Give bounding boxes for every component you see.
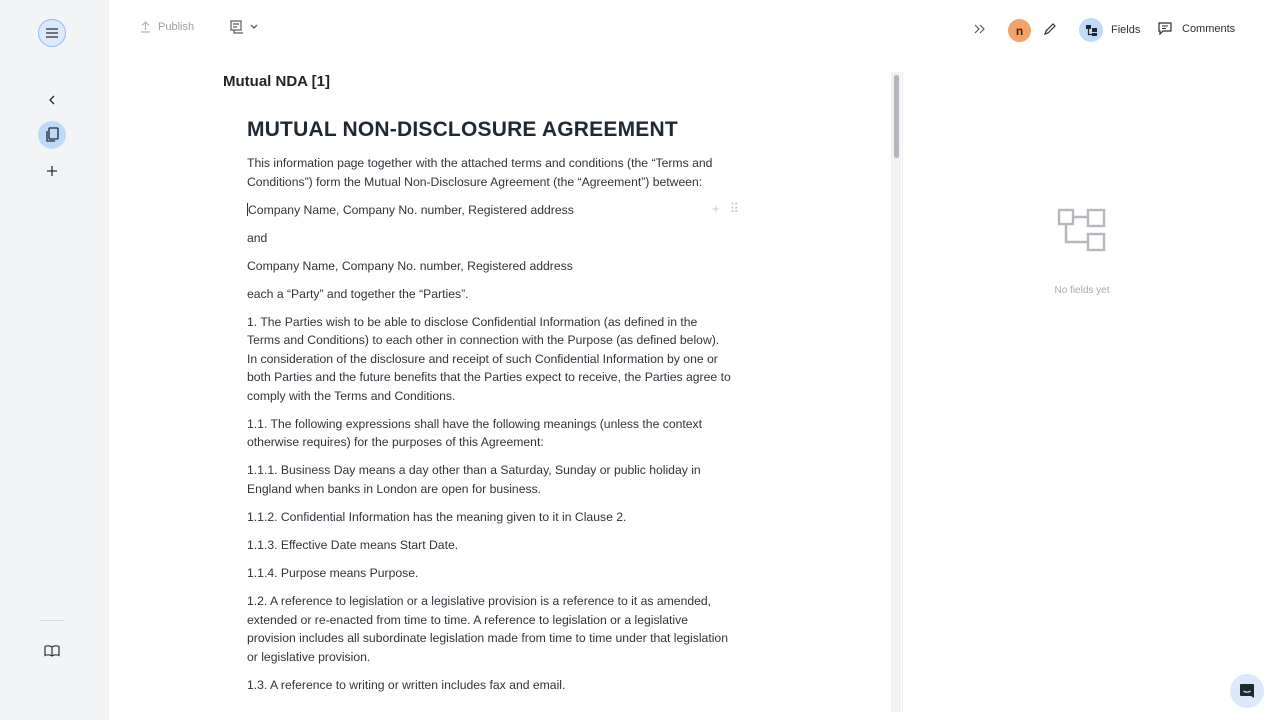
toolbar	[109, 0, 1280, 60]
comments-label: Comments	[1182, 22, 1236, 35]
publish-button[interactable]	[140, 21, 194, 33]
document-title: Mutual NDA [1]	[223, 73, 330, 90]
double-chevron-right-icon	[974, 24, 986, 34]
scrollbar-thumb[interactable]	[894, 75, 899, 158]
add-button[interactable]	[38, 157, 66, 185]
paragraph[interactable]: 1.1.3. Effective Date means Start Date.	[247, 538, 459, 553]
document-editor[interactable]	[247, 116, 740, 704]
paragraph[interactable]: each a “Party” and together the “Parties”.	[247, 286, 469, 301]
panel-divider	[902, 72, 903, 712]
expand-panel-button[interactable]	[974, 21, 986, 39]
library-button[interactable]	[38, 637, 66, 665]
comment-icon	[1158, 22, 1172, 35]
publish-label: Publish	[158, 21, 195, 33]
add-block-icon[interactable]: +	[712, 200, 720, 216]
paragraph[interactable]: 1. The Parties wish to be able to disclose Confidential Information (as defined in the Terms and Conditions) to each other in connection with the Purpose (as defined below). In consideration of the disclosure and receipt of such Confidential Information by one or both Parties and the future benefits that the Parties expect to receive, the Parties agree to comply with the Terms and Conditions.	[247, 314, 731, 403]
plus-icon	[47, 166, 57, 176]
collapse-button[interactable]	[38, 86, 66, 114]
format-icon	[230, 20, 244, 34]
format-dropdown[interactable]	[230, 20, 258, 34]
edit-button[interactable]	[1043, 22, 1057, 41]
paragraph[interactable]: 1.2. A reference to legislation or a legislative provision is a reference to it as amended, extended or re-enacted from time to time. A reference to legislation or a legislative provision includes all subordinate legislation made from time to time under that legislation or legislative provision.	[247, 593, 728, 664]
chat-icon	[1239, 683, 1255, 699]
paragraph[interactable]: 1.1.4. Purpose means Purpose.	[247, 566, 419, 580]
fields-button[interactable]	[1079, 18, 1140, 42]
fields-empty-icon	[1056, 206, 1108, 259]
book-icon	[44, 645, 60, 657]
menu-button[interactable]	[38, 19, 66, 47]
documents-button[interactable]	[38, 121, 66, 149]
pencil-icon	[1043, 22, 1057, 36]
paragraph[interactable]: 1.3. A reference to writing or written includes fax and email.	[247, 677, 566, 692]
block-tools	[712, 201, 739, 217]
chevron-down-icon	[250, 24, 258, 30]
paragraph[interactable]: 1.1.1. Business Day means a day other than a Saturday, Sunday or public holiday in England when banks in London are open for business.	[247, 463, 701, 497]
paragraph[interactable]: 1.1.2. Confidential Information has the meaning given to it in Clause 2.	[247, 510, 627, 525]
chevron-left-icon	[48, 95, 56, 105]
left-rail	[0, 0, 109, 720]
document-heading[interactable]: MUTUAL NON-DISCLOSURE AGREEMENT	[247, 118, 678, 141]
paragraph[interactable]: and	[247, 230, 268, 245]
paragraph-row	[247, 200, 740, 220]
paragraph-active[interactable]	[247, 201, 732, 220]
avatar[interactable]: n	[1008, 19, 1031, 42]
paragraph[interactable]: Company Name, Company No. number, Registered address	[247, 258, 573, 273]
scrollbar-track[interactable]	[891, 72, 901, 712]
drag-handle-icon[interactable]: ⠿	[729, 200, 740, 216]
fields-empty-text: No fields yet	[1054, 285, 1110, 296]
paragraph-text: Company Name, Company No. number, Registered address	[248, 202, 574, 217]
hamburger-icon	[46, 28, 58, 38]
comments-button[interactable]	[1158, 22, 1235, 35]
paragraph[interactable]: This information page together with the attached terms and conditions (the “Terms and Conditions”) form the Mutual Non-Disclosure Agreement (the “Agreement”) between:	[247, 156, 713, 189]
fields-label: Fields	[1111, 24, 1141, 36]
paragraph[interactable]: 1.1. The following expressions shall have the following meanings (unless the context otherwise requires) for the purposes of this Agreement:	[247, 416, 703, 450]
documents-icon	[45, 127, 59, 143]
upload-icon	[140, 21, 151, 33]
rail-divider	[40, 620, 64, 621]
fields-icon	[1079, 18, 1103, 42]
chat-support-button[interactable]	[1230, 674, 1264, 708]
